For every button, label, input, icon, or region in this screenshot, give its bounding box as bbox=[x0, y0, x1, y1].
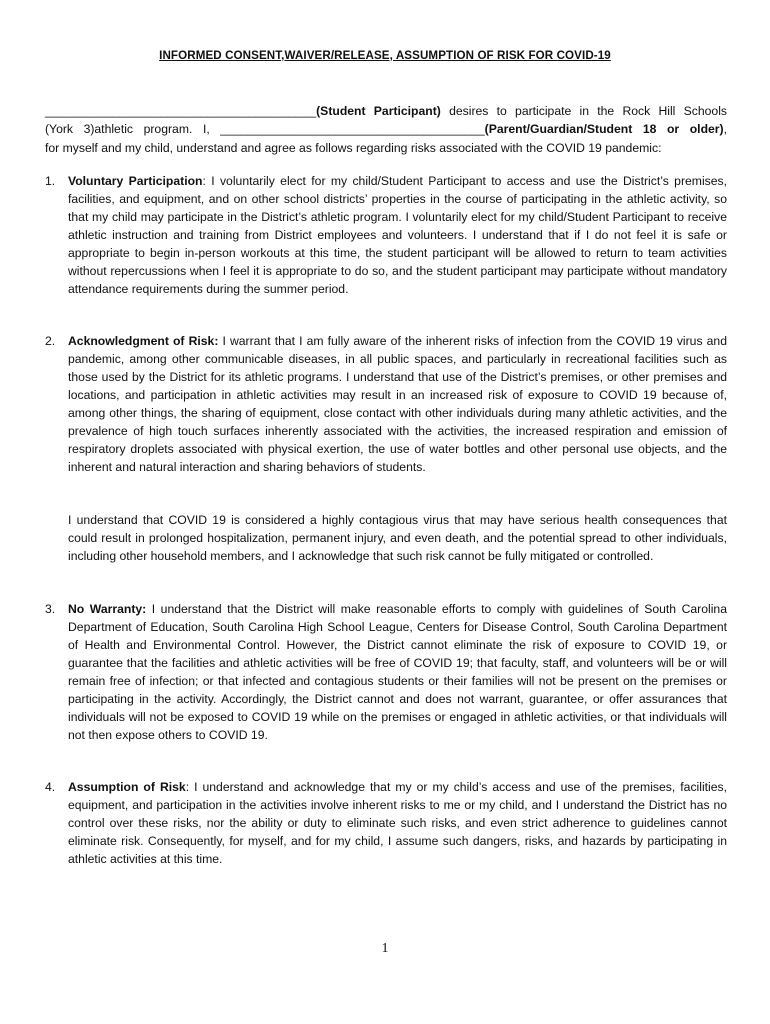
section-voluntary-participation bbox=[45, 172, 727, 298]
intro-text-b: (York 3)athletic program. I, bbox=[45, 122, 221, 137]
section-body bbox=[68, 778, 727, 868]
intro-text-c: , bbox=[723, 122, 727, 137]
document-title: INFORMED CONSENT,WAIVER/RELEASE, ASSUMPTION OF RISK FOR COVID-19 bbox=[159, 49, 611, 62]
section-assumption-of-risk bbox=[45, 778, 727, 868]
intro-line-1 bbox=[45, 102, 727, 120]
section-number: 4. bbox=[45, 780, 56, 794]
covid-contagious-paragraph: I understand that COVID 19 is considered a highly contagious virus that may have serious health consequences that could result in prolonged hospitalization, permanent injury, and even death, and the potential spread to other individuals, including other household members, and I acknowledge that such risk cannot be fully mitigated or controlled. bbox=[68, 513, 727, 563]
section-heading: Voluntary Participation bbox=[68, 174, 203, 188]
section-body bbox=[68, 172, 727, 298]
section-text: I understand that the District will make reasonable efforts to comply with guidelines of South Carolina Department of Education, South Carolina High School League, Centers for Disease Control, South Carolina Department of Health and Environmental Control. However, the District cannot eliminate the risk of exposure to COVID 19, or guarantee that the facilities and athletic activities will be free of COVID 19; that faculty, staff, and volunteers will be or will remain free of infection; or that infected and contagious students or their families will not be present on the premises or participating in the activity. Accordingly, the District cannot and does not warrant, guarantee, or offer assurances that individuals will not be exposed to COVID 19 while on the premises or engaged in athletic activities, or that individuals will not then expose others to COVID 19. bbox=[68, 602, 727, 742]
section-acknowledgment-of-risk bbox=[45, 332, 727, 476]
section-body bbox=[68, 332, 727, 476]
section-heading: Acknowledgment of Risk: bbox=[68, 334, 219, 348]
section-text: : I voluntarily elect for my child/Student Participant to access and use the District’s premises, facilities, and equipment, and on other school districts’ properties in the course of participating in the athletic activity, so that my child may participate in the District’s athletic program. I voluntarily elect for my child/Student Participant to receive athletic instruction and training from District employees and volunteers. I understand that if I do not feel it is safe or appropriate to begin in-person workouts at this time, the student participant will be allowed to return to team activities without repercussions when I feel it is appropriate to do so, and the student participant may participate without mandatory attendance requirements during the summer period. bbox=[68, 174, 727, 296]
section-body bbox=[68, 600, 727, 744]
parent-guardian-label: (Parent/Guardian/Student 18 or older) bbox=[484, 122, 724, 137]
section-number: 2. bbox=[45, 334, 56, 348]
section-heading: Assumption of Risk bbox=[68, 780, 186, 794]
section-no-warranty bbox=[45, 600, 727, 744]
intro-text-a: desires to participate in the Rock Hill Schools bbox=[440, 104, 727, 118]
section-heading: No Warranty: bbox=[68, 602, 147, 616]
section-number: 1. bbox=[45, 174, 56, 188]
page-number: 1 bbox=[381, 941, 389, 956]
intro-paragraph bbox=[45, 102, 727, 157]
student-participant-label: (Student Participant) bbox=[316, 104, 441, 118]
section-number: 3. bbox=[45, 602, 56, 616]
section-text: I warrant that I am fully aware of the inherent risks of infection from the COVID 19 virus and pandemic, among other communicable diseases, in all public spaces, and particularly in recreational facilities such as those used by the District for its athletic programs. I understand that use of the District’s premises, or other premises and locations, and participation in athletic activities may result in an increased risk of exposure to COVID 19 because of, among other things, the sharing of equipment, close contact with other individuals during many athletic activities, and the prevalence of high touch surfaces inherently associated with the activities, the increased respiration and emission of respiratory droplets associated with physical exertion, the use of water bottles and other personal use objects, and the inherent and natural interaction and sharing behaviors of students. bbox=[68, 334, 727, 474]
section-text: : I understand and acknowledge that my or my child’s access and use of the premises, facilities, equipment, and participation in the activities involve inherent risks to me or my child, and I understand the District has no control over these risks, nor the ability or duty to eliminate such risks, and even strict adherence to guidelines cannot eliminate risk. Consequently, for myself, and for my child, I assume such dangers, risks, and hazards by participating in athletic activities at this time. bbox=[68, 780, 728, 866]
parent-name-blank[interactable]: _______________________________________ bbox=[220, 122, 485, 137]
intro-line-3: for myself and my child, understand and agree as follows regarding risks associated with the COVID 19 pandemic: bbox=[45, 140, 662, 155]
intro-line-2 bbox=[45, 120, 727, 138]
student-name-blank[interactable]: ________________________________________ bbox=[45, 104, 317, 118]
